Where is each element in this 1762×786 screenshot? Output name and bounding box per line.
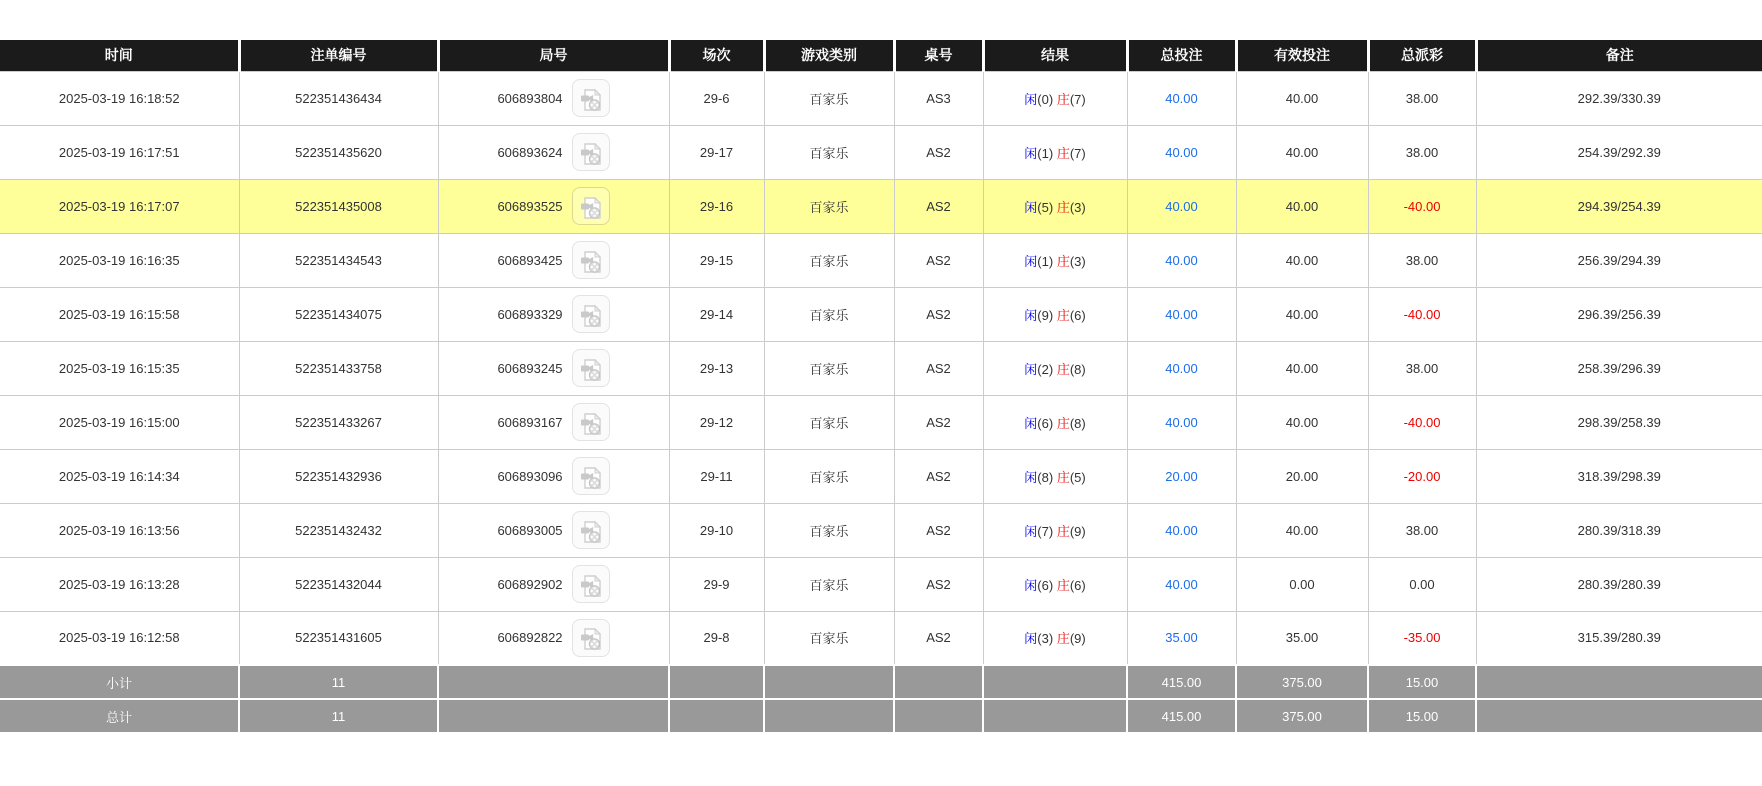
game-id-wrap [497,79,609,117]
player-label: 闲 [1024,307,1038,323]
video-replay-button[interactable] [572,619,610,657]
cell-valid_bet: 40.00 [1236,233,1368,287]
cell-time: 2025-03-19 16:15:58 [0,287,239,341]
cell-time: 2025-03-19 16:15:35 [0,341,239,395]
player-label: 闲 [1024,199,1038,215]
total-bet-link[interactable]: 20.00 [1165,468,1198,484]
cell-game_type: 百家乐 [764,71,894,125]
cell-valid_bet: 40.00 [1236,179,1368,233]
banker-num: (8) [1069,361,1086,377]
banker-num: (6) [1069,577,1086,593]
cell-bet_id: 522351434075 [239,287,438,341]
banker-label: 庄 [1056,253,1070,269]
cell-bet_id: 522351433758 [239,341,438,395]
table-row[interactable] [0,125,1762,179]
cell-game_type: 百家乐 [764,233,894,287]
player-num: (6) [1037,415,1054,431]
cell-remark: 315.39/280.39 [1476,611,1762,665]
player-num: (1) [1037,253,1054,269]
cell-session: 29-13 [669,341,764,395]
banker-num: (9) [1069,631,1086,647]
cell-time: 2025-03-19 16:15:00 [0,395,239,449]
col-header-game_type: 游戏类别 [764,40,894,71]
cell-game_id [438,125,669,179]
player-label: 闲 [1024,523,1038,539]
game-id: 606893624 [497,144,563,160]
total-bet-link[interactable]: 35.00 [1165,630,1198,646]
cell-table_no: AS2 [894,449,983,503]
game-id: 606893525 [497,198,563,214]
cell-result [983,395,1127,449]
cell-remark: 296.39/256.39 [1476,287,1762,341]
cell-total_bet [1127,449,1236,503]
cell-total_bet [1127,341,1236,395]
col-header-session: 场次 [669,40,764,71]
cell-payout: -40.00 [1368,395,1476,449]
banker-label: 庄 [1056,91,1070,107]
cell-payout: -20.00 [1368,449,1476,503]
cell-payout: 38.00 [1368,71,1476,125]
cell-bet_id: 522351432432 [239,503,438,557]
banker-num: (7) [1069,91,1086,107]
subtotal-row [0,665,1762,699]
total-bet-link[interactable]: 40.00 [1165,360,1198,376]
cell-game_id [438,71,669,125]
video-replay-icon [578,317,604,332]
cell-game_type: 百家乐 [764,449,894,503]
total-bet-link[interactable]: 40.00 [1165,198,1198,214]
cell-valid_bet: 40.00 [1236,503,1368,557]
total-bet-link[interactable]: 40.00 [1165,306,1198,322]
cell-remark: 258.39/296.39 [1476,341,1762,395]
subtotal-row-cell-bet_id: 11 [239,665,438,699]
cell-session: 29-8 [669,611,764,665]
cell-session: 29-16 [669,179,764,233]
cell-result [983,233,1127,287]
cell-remark: 292.39/330.39 [1476,71,1762,125]
cell-game_id [438,611,669,665]
player-label: 闲 [1024,145,1038,161]
video-replay-icon [578,371,604,386]
cell-game_type: 百家乐 [764,287,894,341]
player-num: (7) [1037,523,1054,539]
game-id: 606893245 [497,360,563,376]
player-label: 闲 [1024,415,1038,431]
video-replay-icon [578,425,604,440]
banker-num: (9) [1069,523,1086,539]
game-id-wrap [497,241,609,279]
cell-result [983,611,1127,665]
cell-total_bet [1127,179,1236,233]
cell-result [983,125,1127,179]
bet-records-table [0,40,1762,734]
game-id: 606892902 [497,576,563,592]
cell-game_id [438,287,669,341]
cell-game_id [438,395,669,449]
cell-session: 29-15 [669,233,764,287]
game-id-wrap [497,565,609,603]
banker-label: 庄 [1056,469,1070,485]
banker-num: (3) [1069,199,1086,215]
cell-valid_bet: 35.00 [1236,611,1368,665]
cell-remark: 280.39/318.39 [1476,503,1762,557]
table-row[interactable] [0,611,1762,665]
cell-payout: 38.00 [1368,233,1476,287]
banker-num: (6) [1069,307,1086,323]
player-num: (1) [1037,145,1054,161]
table-row[interactable] [0,179,1762,233]
cell-remark: 298.39/258.39 [1476,395,1762,449]
cell-time: 2025-03-19 16:13:28 [0,557,239,611]
cell-time: 2025-03-19 16:18:52 [0,71,239,125]
game-id-wrap [497,133,609,171]
cell-game_type: 百家乐 [764,179,894,233]
video-replay-icon [578,640,604,655]
cell-table_no: AS2 [894,179,983,233]
cell-total_bet [1127,557,1236,611]
video-replay-button[interactable] [572,79,610,117]
banker-label: 庄 [1056,523,1070,539]
cell-table_no: AS2 [894,395,983,449]
game-id: 606893167 [497,414,563,430]
cell-game_id [438,233,669,287]
cell-result [983,557,1127,611]
cell-session: 29-17 [669,125,764,179]
cell-table_no: AS3 [894,71,983,125]
cell-total_bet [1127,125,1236,179]
player-label: 闲 [1024,631,1038,647]
grandtotal-row [0,699,1762,733]
cell-table_no: AS2 [894,341,983,395]
grandtotal-row-cell-time: 总计 [0,699,239,733]
col-header-result: 结果 [983,40,1127,71]
cell-remark: 256.39/294.39 [1476,233,1762,287]
video-replay-icon [578,263,604,278]
col-header-payout: 总派彩 [1368,40,1476,71]
table-row[interactable] [0,71,1762,125]
cell-game_id [438,503,669,557]
cell-total_bet [1127,71,1236,125]
cell-total_bet [1127,611,1236,665]
cell-time: 2025-03-19 16:17:51 [0,125,239,179]
table-row[interactable] [0,503,1762,557]
cell-game_id [438,449,669,503]
banker-label: 庄 [1056,145,1070,161]
cell-time: 2025-03-19 16:14:34 [0,449,239,503]
cell-payout: 38.00 [1368,503,1476,557]
grandtotal-row-cell-valid_bet: 375.00 [1236,699,1368,733]
cell-remark: 280.39/280.39 [1476,557,1762,611]
video-replay-icon [578,479,604,494]
col-header-bet_id: 注单编号 [239,40,438,71]
player-label: 闲 [1024,577,1038,593]
cell-table_no: AS2 [894,125,983,179]
game-id-wrap [497,511,609,549]
col-header-total_bet: 总投注 [1127,40,1236,71]
col-header-remark: 备注 [1476,40,1762,71]
cell-payout: -40.00 [1368,179,1476,233]
cell-result [983,341,1127,395]
cell-payout: 0.00 [1368,557,1476,611]
cell-game_type: 百家乐 [764,341,894,395]
banker-label: 庄 [1056,577,1070,593]
grandtotal-row-cell-payout: 15.00 [1368,699,1476,733]
cell-session: 29-11 [669,449,764,503]
player-num: (2) [1037,361,1054,377]
cell-valid_bet: 40.00 [1236,395,1368,449]
subtotal-row-cell-result [983,665,1127,699]
player-num: (8) [1037,469,1054,485]
video-replay-button[interactable] [572,511,610,549]
grandtotal-row-cell-remark [1476,699,1762,733]
cell-table_no: AS2 [894,233,983,287]
video-replay-button[interactable] [572,241,610,279]
cell-game_type: 百家乐 [764,611,894,665]
cell-remark: 254.39/292.39 [1476,125,1762,179]
banker-label: 庄 [1056,199,1070,215]
cell-remark: 294.39/254.39 [1476,179,1762,233]
video-replay-button[interactable] [572,187,610,225]
player-num: (3) [1037,631,1054,647]
game-id-wrap [497,295,609,333]
game-id: 606893096 [497,468,563,484]
cell-total_bet [1127,395,1236,449]
cell-session: 29-9 [669,557,764,611]
cell-bet_id: 522351435008 [239,179,438,233]
player-num: (0) [1037,91,1054,107]
banker-num: (3) [1069,253,1086,269]
cell-valid_bet: 40.00 [1236,341,1368,395]
banker-label: 庄 [1056,415,1070,431]
subtotal-row-cell-remark [1476,665,1762,699]
cell-time: 2025-03-19 16:12:58 [0,611,239,665]
total-bet-link[interactable]: 40.00 [1165,144,1198,160]
table-row[interactable] [0,449,1762,503]
col-header-table_no: 桌号 [894,40,983,71]
game-id: 606893329 [497,306,563,322]
subtotal-row-cell-total_bet: 415.00 [1127,665,1236,699]
cell-result [983,287,1127,341]
cell-game_type: 百家乐 [764,557,894,611]
cell-bet_id: 522351434543 [239,233,438,287]
banker-num: (8) [1069,415,1086,431]
cell-table_no: AS2 [894,287,983,341]
grandtotal-row-cell-bet_id: 11 [239,699,438,733]
table-row[interactable] [0,287,1762,341]
cell-time: 2025-03-19 16:16:35 [0,233,239,287]
subtotal-row-cell-valid_bet: 375.00 [1236,665,1368,699]
table-row[interactable] [0,395,1762,449]
cell-result [983,179,1127,233]
table-row[interactable] [0,341,1762,395]
total-bet-link[interactable]: 40.00 [1165,414,1198,430]
cell-game_id [438,179,669,233]
cell-total_bet [1127,503,1236,557]
total-bet-link[interactable]: 40.00 [1165,252,1198,268]
table-row[interactable] [0,233,1762,287]
video-replay-button[interactable] [572,349,610,387]
cell-valid_bet: 40.00 [1236,71,1368,125]
game-id-wrap [497,457,609,495]
col-header-game_id: 局号 [438,40,669,71]
cell-valid_bet: 0.00 [1236,557,1368,611]
col-header-valid_bet: 有效投注 [1236,40,1368,71]
player-num: (9) [1037,307,1054,323]
video-replay-icon [578,155,604,170]
subtotal-row-cell-payout: 15.00 [1368,665,1476,699]
cell-table_no: AS2 [894,503,983,557]
total-bet-link[interactable]: 40.00 [1165,90,1198,106]
cell-bet_id: 522351435620 [239,125,438,179]
grandtotal-row-cell-result [983,699,1127,733]
grandtotal-row-cell-table_no [894,699,983,733]
cell-game_type: 百家乐 [764,503,894,557]
video-replay-icon [578,587,604,602]
grandtotal-row-cell-game_id [438,699,669,733]
cell-bet_id: 522351432044 [239,557,438,611]
cell-bet_id: 522351431605 [239,611,438,665]
player-label: 闲 [1024,469,1038,485]
game-id: 606892822 [497,630,563,646]
video-replay-icon [578,209,604,224]
cell-session: 29-14 [669,287,764,341]
video-replay-button[interactable] [572,565,610,603]
cell-game_type: 百家乐 [764,125,894,179]
table-header [0,40,1762,71]
video-replay-button[interactable] [572,295,610,333]
banker-num: (7) [1069,145,1086,161]
cell-time: 2025-03-19 16:13:56 [0,503,239,557]
banker-label: 庄 [1056,631,1070,647]
cell-bet_id: 522351436434 [239,71,438,125]
banker-num: (5) [1069,469,1086,485]
game-id-wrap [497,187,609,225]
game-id-wrap [497,619,609,657]
cell-result [983,71,1127,125]
banker-label: 庄 [1056,361,1070,377]
player-label: 闲 [1024,253,1038,269]
table-footer [0,665,1762,733]
player-num: (5) [1037,199,1054,215]
video-replay-button[interactable] [572,457,610,495]
grandtotal-row-cell-game_type [764,699,894,733]
cell-result [983,449,1127,503]
video-replay-icon [578,101,604,116]
cell-valid_bet: 20.00 [1236,449,1368,503]
cell-session: 29-6 [669,71,764,125]
cell-table_no: AS2 [894,557,983,611]
game-id: 606893804 [497,90,563,106]
total-bet-link[interactable]: 40.00 [1165,522,1198,538]
player-label: 闲 [1024,361,1038,377]
game-id-wrap [497,349,609,387]
subtotal-row-cell-table_no [894,665,983,699]
cell-table_no: AS2 [894,611,983,665]
grandtotal-row-cell-total_bet: 415.00 [1127,699,1236,733]
video-replay-button[interactable] [572,133,610,171]
cell-session: 29-10 [669,503,764,557]
cell-bet_id: 522351432936 [239,449,438,503]
cell-game_id [438,557,669,611]
table-row[interactable] [0,557,1762,611]
cell-total_bet [1127,287,1236,341]
subtotal-row-cell-session [669,665,764,699]
game-id: 606893425 [497,252,563,268]
cell-payout: -40.00 [1368,287,1476,341]
cell-total_bet [1127,233,1236,287]
total-bet-link[interactable]: 40.00 [1165,576,1198,592]
subtotal-row-cell-game_type [764,665,894,699]
cell-valid_bet: 40.00 [1236,125,1368,179]
subtotal-row-cell-time: 小计 [0,665,239,699]
cell-payout: -35.00 [1368,611,1476,665]
cell-session: 29-12 [669,395,764,449]
video-replay-icon [578,533,604,548]
cell-result [983,503,1127,557]
banker-label: 庄 [1056,307,1070,323]
cell-valid_bet: 40.00 [1236,287,1368,341]
cell-payout: 38.00 [1368,341,1476,395]
game-id: 606893005 [497,522,563,538]
col-header-time: 时间 [0,40,239,71]
cell-payout: 38.00 [1368,125,1476,179]
cell-game_type: 百家乐 [764,395,894,449]
grandtotal-row-cell-session [669,699,764,733]
subtotal-row-cell-game_id [438,665,669,699]
video-replay-button[interactable] [572,403,610,441]
header-row [0,40,1762,71]
cell-game_id [438,341,669,395]
game-id-wrap [497,403,609,441]
player-label: 闲 [1024,91,1038,107]
cell-time: 2025-03-19 16:17:07 [0,179,239,233]
cell-remark: 318.39/298.39 [1476,449,1762,503]
player-num: (6) [1037,577,1054,593]
cell-bet_id: 522351433267 [239,395,438,449]
table-body [0,71,1762,665]
